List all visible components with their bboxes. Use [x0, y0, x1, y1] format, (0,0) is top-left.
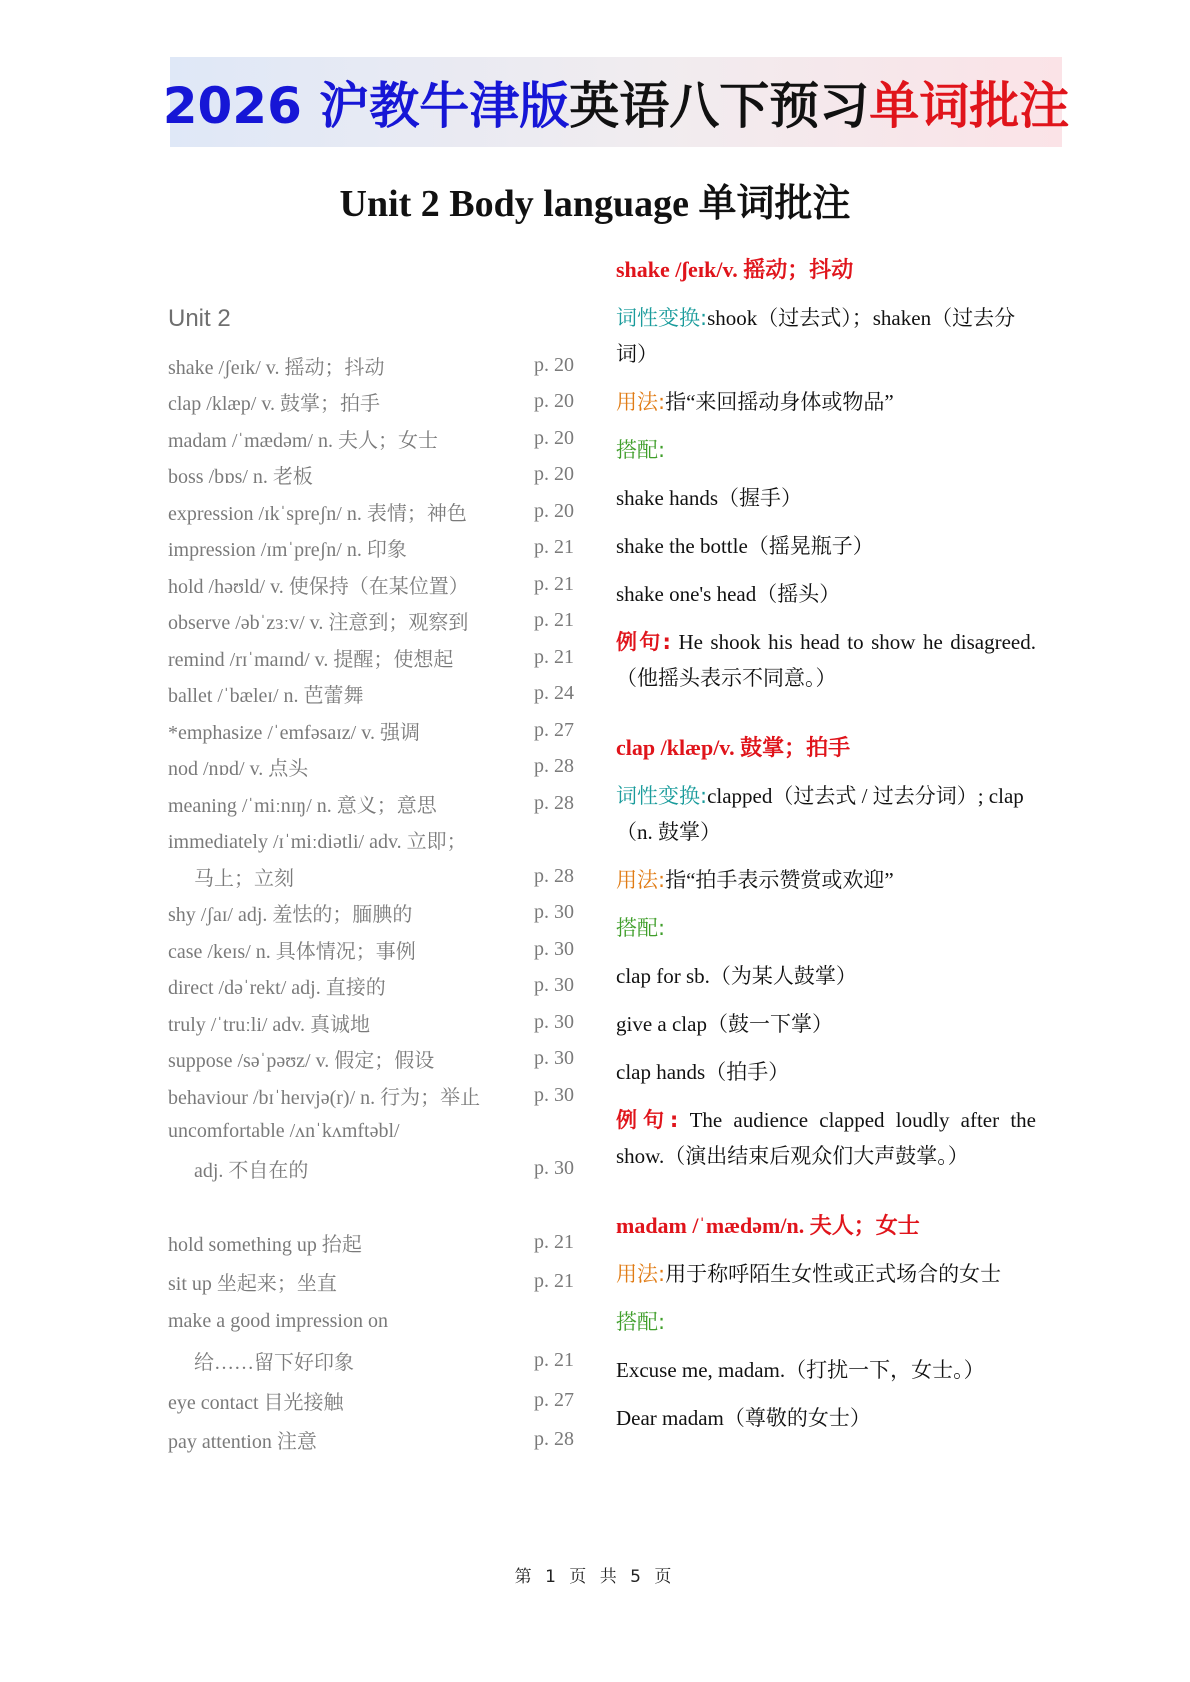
- note-usage-shake: [616, 384, 1036, 420]
- word-page: p. 27: [534, 718, 574, 741]
- title-banner: [162, 57, 1070, 147]
- word-text: meaning /ˈmiːnɪŋ/ n. 意义；意思: [168, 794, 437, 817]
- collocation-item: shake hands（握手）: [616, 486, 803, 510]
- word-row: [168, 639, 588, 676]
- word-text: case /keɪs/ n. 具体情况；事例: [168, 940, 416, 963]
- word-text: direct /dəˈrekt/ adj. 直接的: [168, 977, 386, 1000]
- usage-label: 用法:: [616, 1262, 666, 1286]
- phrase-row: [168, 1341, 588, 1381]
- word-text: remind /rɪˈmaɪnd/ v. 提醒；使想起: [168, 648, 454, 671]
- word-text: immediately /ɪˈmiːdiətli/ adv. 立即；: [168, 831, 467, 854]
- word-page: p. 30: [534, 1083, 574, 1106]
- word-row: [168, 457, 588, 494]
- word-text: clap /klæp/ v. 鼓掌；拍手: [168, 393, 381, 416]
- word-row: [168, 858, 588, 895]
- phrase-row: [168, 1420, 588, 1460]
- unit-heading: Unit 2: [168, 305, 231, 332]
- word-text: 马上；立刻: [194, 867, 294, 890]
- note-colloc-label-shake: [616, 432, 1036, 468]
- word-row: [168, 822, 588, 859]
- usage-text: 指“拍手表示赞赏或欢迎”: [665, 868, 894, 892]
- colloc-label: 搭配:: [616, 916, 666, 940]
- forms-label: 词性变换:: [616, 306, 708, 330]
- word-page: p. 30: [534, 1156, 574, 1179]
- word-page: p. 20: [534, 426, 574, 449]
- word-text: observe /əbˈzɜːv/ v. 注意到；观察到: [168, 612, 469, 635]
- word-page: p. 30: [534, 937, 574, 960]
- phrase-page: p. 21: [534, 1270, 574, 1293]
- note-forms-shake: [616, 300, 1036, 372]
- word-text: boss /bɒs/ n. 老板: [168, 466, 313, 489]
- word-row: [168, 1114, 588, 1151]
- word-page: p. 28: [534, 755, 574, 778]
- banner-part-3: 单词批注: [869, 77, 1070, 135]
- word-row: [168, 1004, 588, 1041]
- word-text: madam /ˈmædəm/ n. 夫人；女士: [168, 429, 438, 452]
- phrase-row: [168, 1381, 588, 1421]
- note-head-clap: clap /klæp/v. 鼓掌；拍手: [616, 735, 851, 760]
- collocation-item: clap hands（拍手）: [616, 1060, 790, 1084]
- word-page: p. 30: [534, 901, 574, 924]
- note-example-shake: [616, 624, 1036, 696]
- note-colloc-label-clap: [616, 910, 1036, 946]
- phrase-page: p. 27: [534, 1388, 574, 1411]
- word-page: p. 20: [534, 499, 574, 522]
- word-text: shake /ʃeɪk/ v. 摇动；抖动: [168, 356, 385, 379]
- word-text: adj. 不自在的: [194, 1159, 309, 1182]
- collocation-item: Excuse me, madam.（打扰一下，女士。）: [616, 1358, 985, 1382]
- page-footer: 第 1 页 共 5 页: [514, 1567, 676, 1587]
- collocation-item: clap for sb.（为某人鼓掌）: [616, 964, 857, 988]
- colloc-label: 搭配:: [616, 438, 666, 462]
- word-page: p. 24: [534, 682, 574, 705]
- page-title: Unit 2 Body language 单词批注: [339, 183, 851, 225]
- word-page: p. 21: [534, 645, 574, 668]
- word-page: p. 21: [534, 609, 574, 632]
- phrase-text: sit up 坐起来；坐直: [168, 1273, 337, 1296]
- word-notes: [616, 252, 1036, 1448]
- note-forms-clap: [616, 778, 1036, 850]
- phrase-page: p. 21: [534, 1349, 574, 1372]
- phrase-row: [168, 1223, 588, 1263]
- word-text: truly /ˈtruːli/ adv. 真诚地: [168, 1013, 371, 1036]
- word-text: uncomfortable /ʌnˈkʌmftəbl/: [168, 1120, 400, 1143]
- word-text: impression /ɪmˈpreʃn/ n. 印象: [168, 539, 407, 562]
- word-row: [168, 895, 588, 932]
- word-page: p. 30: [534, 1047, 574, 1070]
- word-row: [168, 1150, 588, 1187]
- word-rows: [168, 347, 588, 1187]
- word-text: behaviour /bɪˈheɪvjə(r)/ n. 行为；举止: [168, 1086, 481, 1109]
- note-colloc-label-madam: [616, 1304, 1036, 1340]
- example-text: The audience clapped loudly after the show.（演出结束后观众们大声鼓掌。）: [616, 1108, 1036, 1168]
- word-row: [168, 384, 588, 421]
- phrase-page: p. 21: [534, 1230, 574, 1253]
- word-page: p. 20: [534, 353, 574, 376]
- collocation-item: give a clap（鼓一下掌）: [616, 1012, 833, 1036]
- banner-part-2: 英语八下预习: [569, 77, 870, 135]
- word-text: suppose /səˈpəʊz/ v. 假定；假设: [168, 1050, 435, 1073]
- word-text: expression /ɪkˈspreʃn/ n. 表情；神色: [168, 502, 467, 525]
- note-usage-clap: [616, 862, 1036, 898]
- word-row: [168, 749, 588, 786]
- word-page: p. 21: [534, 536, 574, 559]
- vocab-list: [168, 305, 588, 1460]
- note-usage-madam: [616, 1256, 1036, 1292]
- word-row: [168, 712, 588, 749]
- usage-text: 指“来回摇动身体或物品”: [665, 390, 894, 414]
- note-head-shake: shake /ʃeɪk/v. 摇动；抖动: [616, 257, 854, 282]
- phrase-text: 给……留下好印象: [194, 1352, 354, 1375]
- word-row: [168, 1041, 588, 1078]
- forms-text: shook（过去式）；shaken（过去分词）: [616, 306, 1016, 366]
- word-row: [168, 1077, 588, 1114]
- word-row: [168, 785, 588, 822]
- phrase-rows: [168, 1223, 588, 1460]
- collocation-item: shake the bottle（摇晃瓶子）: [616, 534, 874, 558]
- phrase-text: hold something up 抬起: [168, 1233, 362, 1256]
- usage-label: 用法:: [616, 868, 666, 892]
- collocation-item: Dear madam（尊敬的女士）: [616, 1406, 871, 1430]
- word-page: p. 28: [534, 791, 574, 814]
- phrase-page: p. 28: [534, 1428, 574, 1451]
- usage-text: 用于称呼陌生女性或正式场合的女士: [665, 1262, 1002, 1286]
- collocation-item: shake one's head（摇头）: [616, 582, 841, 606]
- word-page: p. 30: [534, 974, 574, 997]
- example-label: 例句:: [616, 1108, 679, 1132]
- word-row: [168, 566, 588, 603]
- word-page: p. 28: [534, 864, 574, 887]
- word-text: *emphasize /ˈemfəsaɪz/ v. 强调: [168, 721, 420, 744]
- word-page: p. 21: [534, 572, 574, 595]
- phrase-text: pay attention 注意: [168, 1431, 317, 1454]
- example-text: He shook his head to show he disagreed.（他摇头表示不同意。）: [616, 630, 1037, 690]
- phrase-row: [168, 1302, 588, 1342]
- forms-label: 词性变换:: [616, 784, 708, 808]
- word-text: hold /həʊld/ v. 使保持（在某位置）: [168, 575, 469, 598]
- word-row: [168, 968, 588, 1005]
- word-row: [168, 676, 588, 713]
- word-text: ballet /ˈbæleɪ/ n. 芭蕾舞: [168, 685, 364, 708]
- word-row: [168, 603, 588, 640]
- banner-part-1: 2026 沪教牛津版: [162, 77, 570, 135]
- colloc-label: 搭配:: [616, 1310, 666, 1334]
- word-row: [168, 420, 588, 457]
- word-text: shy /ʃaɪ/ adj. 羞怯的；腼腆的: [168, 904, 413, 927]
- phrase-text: eye contact 目光接触: [168, 1391, 344, 1414]
- word-page: p. 20: [534, 390, 574, 413]
- word-row: [168, 530, 588, 567]
- usage-label: 用法:: [616, 390, 666, 414]
- note-example-clap: [616, 1102, 1036, 1174]
- word-row: [168, 493, 588, 530]
- word-page: p. 30: [534, 1010, 574, 1033]
- word-page: p. 20: [534, 463, 574, 486]
- word-row: [168, 347, 588, 384]
- example-label: 例句:: [616, 630, 671, 654]
- phrase-text: make a good impression on: [168, 1309, 388, 1332]
- phrase-row: [168, 1262, 588, 1302]
- word-text: nod /nɒd/ v. 点头: [168, 758, 309, 781]
- word-row: [168, 931, 588, 968]
- note-head-madam: madam /ˈmædəm/n. 夫人；女士: [616, 1213, 920, 1238]
- forms-text: clapped（过去式 / 过去分词）; clap（n. 鼓掌）: [616, 784, 1024, 844]
